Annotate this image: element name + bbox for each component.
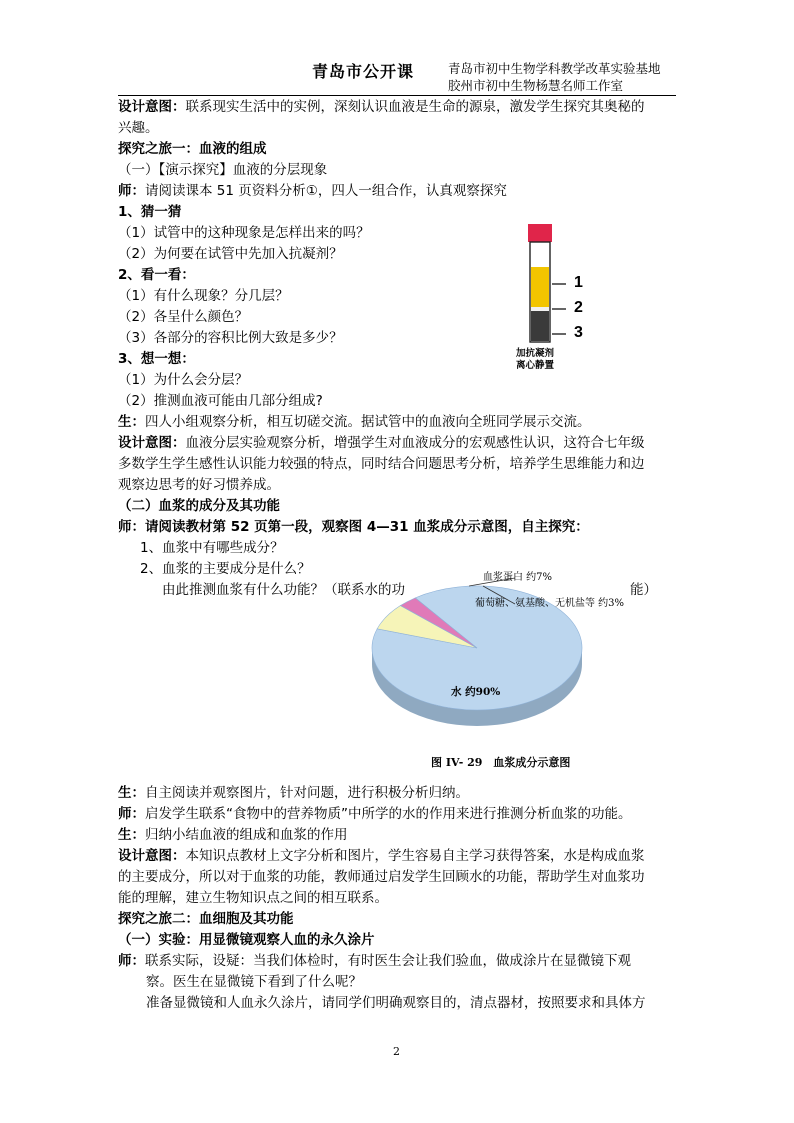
header-rule <box>118 95 676 96</box>
question-item: （3）各部分的容积比例大致是多少？ <box>118 330 343 346</box>
tube-caption-line2: 离心静置 <box>516 360 555 371</box>
question-item: 由此推测血浆有什么功能？（联系水的功 <box>162 582 405 598</box>
question-item: （1）为什么会分层？ <box>118 372 249 388</box>
question-item: （1）试管中的这种现象是怎样出来的吗？ <box>118 225 370 241</box>
plasma-pie-chart <box>365 560 645 780</box>
pie-caption: 图 IV- 29 血浆成分示意图 <box>431 756 571 769</box>
blood-tube-figure <box>512 222 602 382</box>
question-item: （2）推测血液可能由几部分组成? <box>118 393 323 409</box>
paragraph-line <box>118 97 645 118</box>
paragraph-line <box>118 412 591 433</box>
step-heading: 1、猜一猜 <box>118 204 182 220</box>
paragraph-line <box>118 846 645 867</box>
paragraph-line <box>118 951 631 972</box>
paragraph-line: 准备显微镜和人血永久涂片，请同学们明确观察目的，清点器材，按照要求和具体方 <box>146 995 646 1011</box>
question-item: （2）各呈什么颜色？ <box>118 309 249 325</box>
paragraph-line: 能的理解，建立生物知识点之间的相互联系。 <box>118 890 388 906</box>
subsection-heading: （一）实验：用显微镜观察人血的永久涂片 <box>118 932 375 948</box>
label-teacher: 师： <box>118 806 145 822</box>
paragraph-line <box>118 433 645 454</box>
line-text: 联系现实生活中的实例，深刻认识血液是生命的源泉，激发学生探究其奥秘的 <box>185 99 645 115</box>
line-text: 四人小组观察分析，相互切磋交流。据试管中的血液向全班同学展示交流。 <box>145 414 591 430</box>
label-student: 生： <box>118 414 145 430</box>
paragraph-line: 多数学生学生感性认识能力较强的特点，同时结合问题思考分析，培养学生思维能力和边 <box>118 456 645 472</box>
label-design-intent: 设计意图： <box>118 99 186 115</box>
line-text: 血液分层实验观察分析，增强学生对血液成分的宏观感性认识，这符合七年级 <box>185 435 645 451</box>
section-heading: 探究之旅一：血液的组成 <box>118 141 267 157</box>
question-item: 2、血浆的主要成分是什么？ <box>140 561 311 577</box>
label-design-intent: 设计意图： <box>118 435 186 451</box>
line-text: 归纳小结血液的组成和血浆的作用 <box>145 827 348 843</box>
label-teacher: 师： <box>118 183 145 199</box>
header-institution-line1: 青岛市初中生物学科教学改革实验基地 <box>448 61 661 76</box>
page-number: 2 <box>393 1045 400 1058</box>
plasma-pie-figure <box>365 560 645 780</box>
tube-stopper <box>528 224 552 242</box>
tube-buffy-layer <box>531 307 549 311</box>
tube-cell-layer <box>531 311 549 341</box>
tube-label-3: 3 <box>574 324 583 341</box>
pie-label-other: 葡萄糖、氨基酸、无机盐等 约3% <box>475 598 625 609</box>
question-item: （2）为何要在试管中先加入抗凝剂？ <box>118 246 343 262</box>
paragraph-line <box>118 783 469 804</box>
step-heading: 2、看一看： <box>118 267 195 283</box>
line-text: 本知识点教材上文字分析和图片，学生容易自主学习获得答案，水是构成血浆 <box>185 848 645 864</box>
question-item-tail: 能） <box>630 582 657 598</box>
line-text: 启发学生联系“食物中的营养物质”中所学的水的作用来进行推测分析血浆的功能。 <box>145 806 632 822</box>
paragraph-line: 观察边思考的好习惯养成。 <box>118 477 280 493</box>
label-student: 生： <box>118 785 145 801</box>
pie-label-water: 水 约90% <box>451 686 501 698</box>
label-design-intent: 设计意图： <box>118 848 186 864</box>
paragraph-line <box>118 825 348 846</box>
label-teacher: 师： <box>118 953 145 969</box>
subsection-heading: （一）【演示探究】血液的分层现象 <box>118 162 328 178</box>
tube-label-2: 2 <box>574 299 583 316</box>
label-student: 生： <box>118 827 145 843</box>
line-text: 联系实际，设疑：当我们体检时，有时医生会让我们验血，做成涂片在显微镜下观 <box>145 953 631 969</box>
paragraph-line <box>118 804 632 825</box>
subsection-heading: （二）血浆的成分及其功能 <box>118 498 280 514</box>
tube-caption-line1: 加抗凝剂 <box>516 348 555 359</box>
tube-label-1: 1 <box>574 274 583 291</box>
pie-label-protein: 血浆蛋白 约7% <box>483 572 553 583</box>
line-text: 自主阅读并观察图片，针对问题，进行积极分析归纳。 <box>145 785 469 801</box>
paragraph-line: 兴趣。 <box>118 120 159 136</box>
paragraph-line: 的主要成分，所以对于血浆的功能，教师通过启发学生回顾水的功能，帮助学生对血浆功 <box>118 869 645 885</box>
step-heading: 3、想一想： <box>118 351 195 367</box>
teacher-instruction: 师：请阅读教材第 52 页第一段，观察图 4—31 血浆成分示意图，自主探究： <box>118 519 589 535</box>
header-institution-line2: 胶州市初中生物杨慧名师工作室 <box>448 78 624 93</box>
line-text: 请阅读课本 51 页资料分析①，四人一组合作，认真观察探究 <box>145 183 507 199</box>
question-item: 1、血浆中有哪些成分？ <box>140 540 284 556</box>
tube-plasma-layer <box>531 267 549 307</box>
section-heading: 探究之旅二：血细胞及其功能 <box>118 911 294 927</box>
question-item: （1）有什么现象？分几层？ <box>118 288 289 304</box>
paragraph-line <box>118 181 507 202</box>
paragraph-line: 察。医生在显微镜下看到了什么呢？ <box>146 974 362 990</box>
header-title: 青岛市公开课 <box>312 62 415 81</box>
